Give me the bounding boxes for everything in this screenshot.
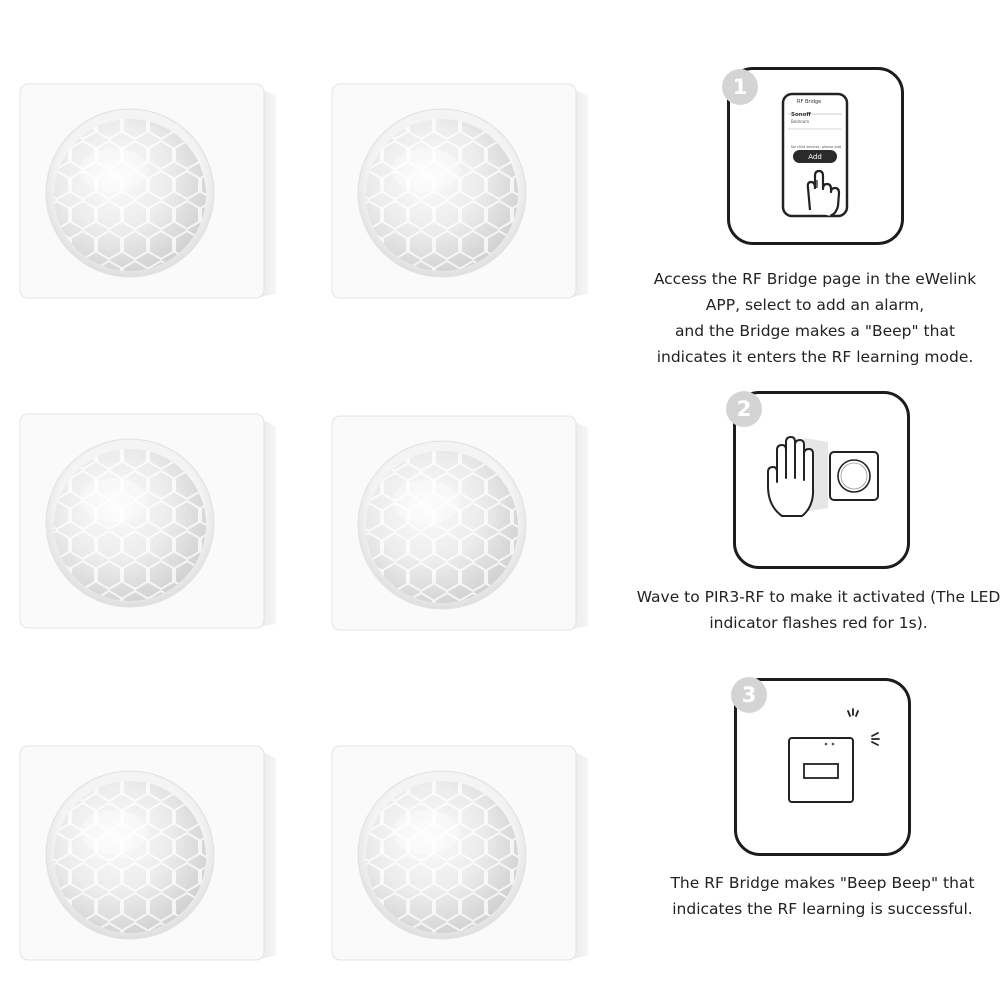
step-2-badge: 2	[726, 391, 762, 427]
pir-sensor-6	[330, 742, 592, 962]
rf-bridge-illustration	[784, 702, 894, 816]
step-1-text: Access the RF Bridge page in the eWelink APP, select to add an alarm, and the Bridge makes a "Beep" that indicates it enters the RF learning mode.	[653, 270, 977, 366]
pir-sensor-1	[18, 80, 280, 300]
step-2-text: Wave to PIR3-RF to make it activated (The LED indicator flashes red for 1s).	[636, 588, 1001, 632]
phone-hint: No child devices, please add	[791, 145, 842, 149]
pir-sensor-2	[330, 80, 592, 300]
step-1-badge: 1	[722, 69, 758, 105]
hand-wave-illustration	[764, 432, 884, 526]
pir-sensor-4	[330, 412, 592, 632]
phone-brand: Sonoff	[791, 112, 811, 118]
pir-sensor-5	[18, 742, 280, 962]
pir-sensor-3	[18, 410, 280, 630]
phone-add-button: Add	[808, 153, 822, 161]
phone-subtitle: Bedroom	[791, 119, 810, 124]
step-3-badge: 3	[731, 677, 767, 713]
step-3-text: The RF Bridge makes "Beep Beep" that indicates the RF learning is successful.	[670, 874, 975, 918]
phone-title: RF Bridge	[797, 99, 822, 105]
